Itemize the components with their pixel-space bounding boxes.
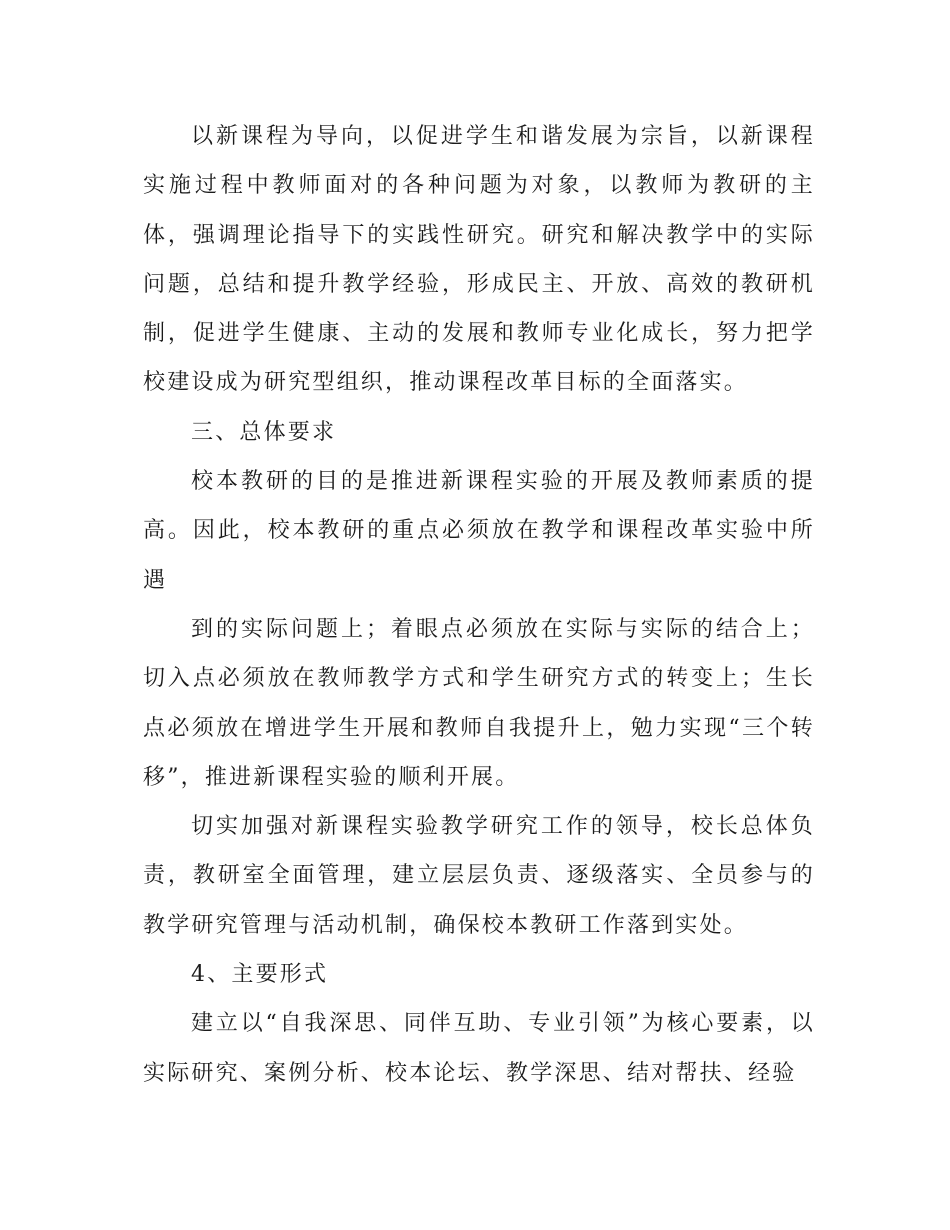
section-heading-general-requirements: 三、总体要求	[191, 419, 337, 445]
paragraph-focus-points: 到的实际问题上；着眼点必须放在实际与实际的结合上；切入点必须放在教师教学方式和学生研究方式的转变上；生长点必须放在增进学生开展和教师自我提升上，勉力实现“三个转移”，推进新课程实验的顺利开展。	[143, 616, 815, 790]
paragraph-purpose: 校本教研的目的是推进新课程实验的开展及教师素质的提高。因此，校本教研的重点必须放在教学和课程改革实验中所遇	[143, 469, 815, 593]
document-page	[143, 112, 815, 1098]
paragraph-main-forms: 建立以“自我深思、同伴互助、专业引领”为核心要素，以实际研究、案例分析、校本论坛、教学深思、结对帮扶、经验	[143, 1011, 815, 1086]
paragraph-guiding-ideology: 以新课程为导向，以促进学生和谐发展为宗旨，以新课程实施过程中教师面对的各种问题为对象，以教师为教研的主体，强调理论指导下的实践性研究。研究和解决教学中的实际问题，总结和提升教学经验，形成民主、开放、高效的教研机制，促进学生健康、主动的发展和教师专业化成长，努力把学校建设成为研究型组织，推动课程改革目标的全面落实。	[143, 124, 815, 396]
section-heading-main-forms: 4、主要形式	[191, 962, 329, 988]
paragraph-leadership: 切实加强对新课程实验教学研究工作的领导，校长总体负责，教研室全面管理，建立层层负责、逐级落实、全员参与的教学研究管理与活动机制，确保校本教研工作落到实处。	[143, 814, 815, 938]
